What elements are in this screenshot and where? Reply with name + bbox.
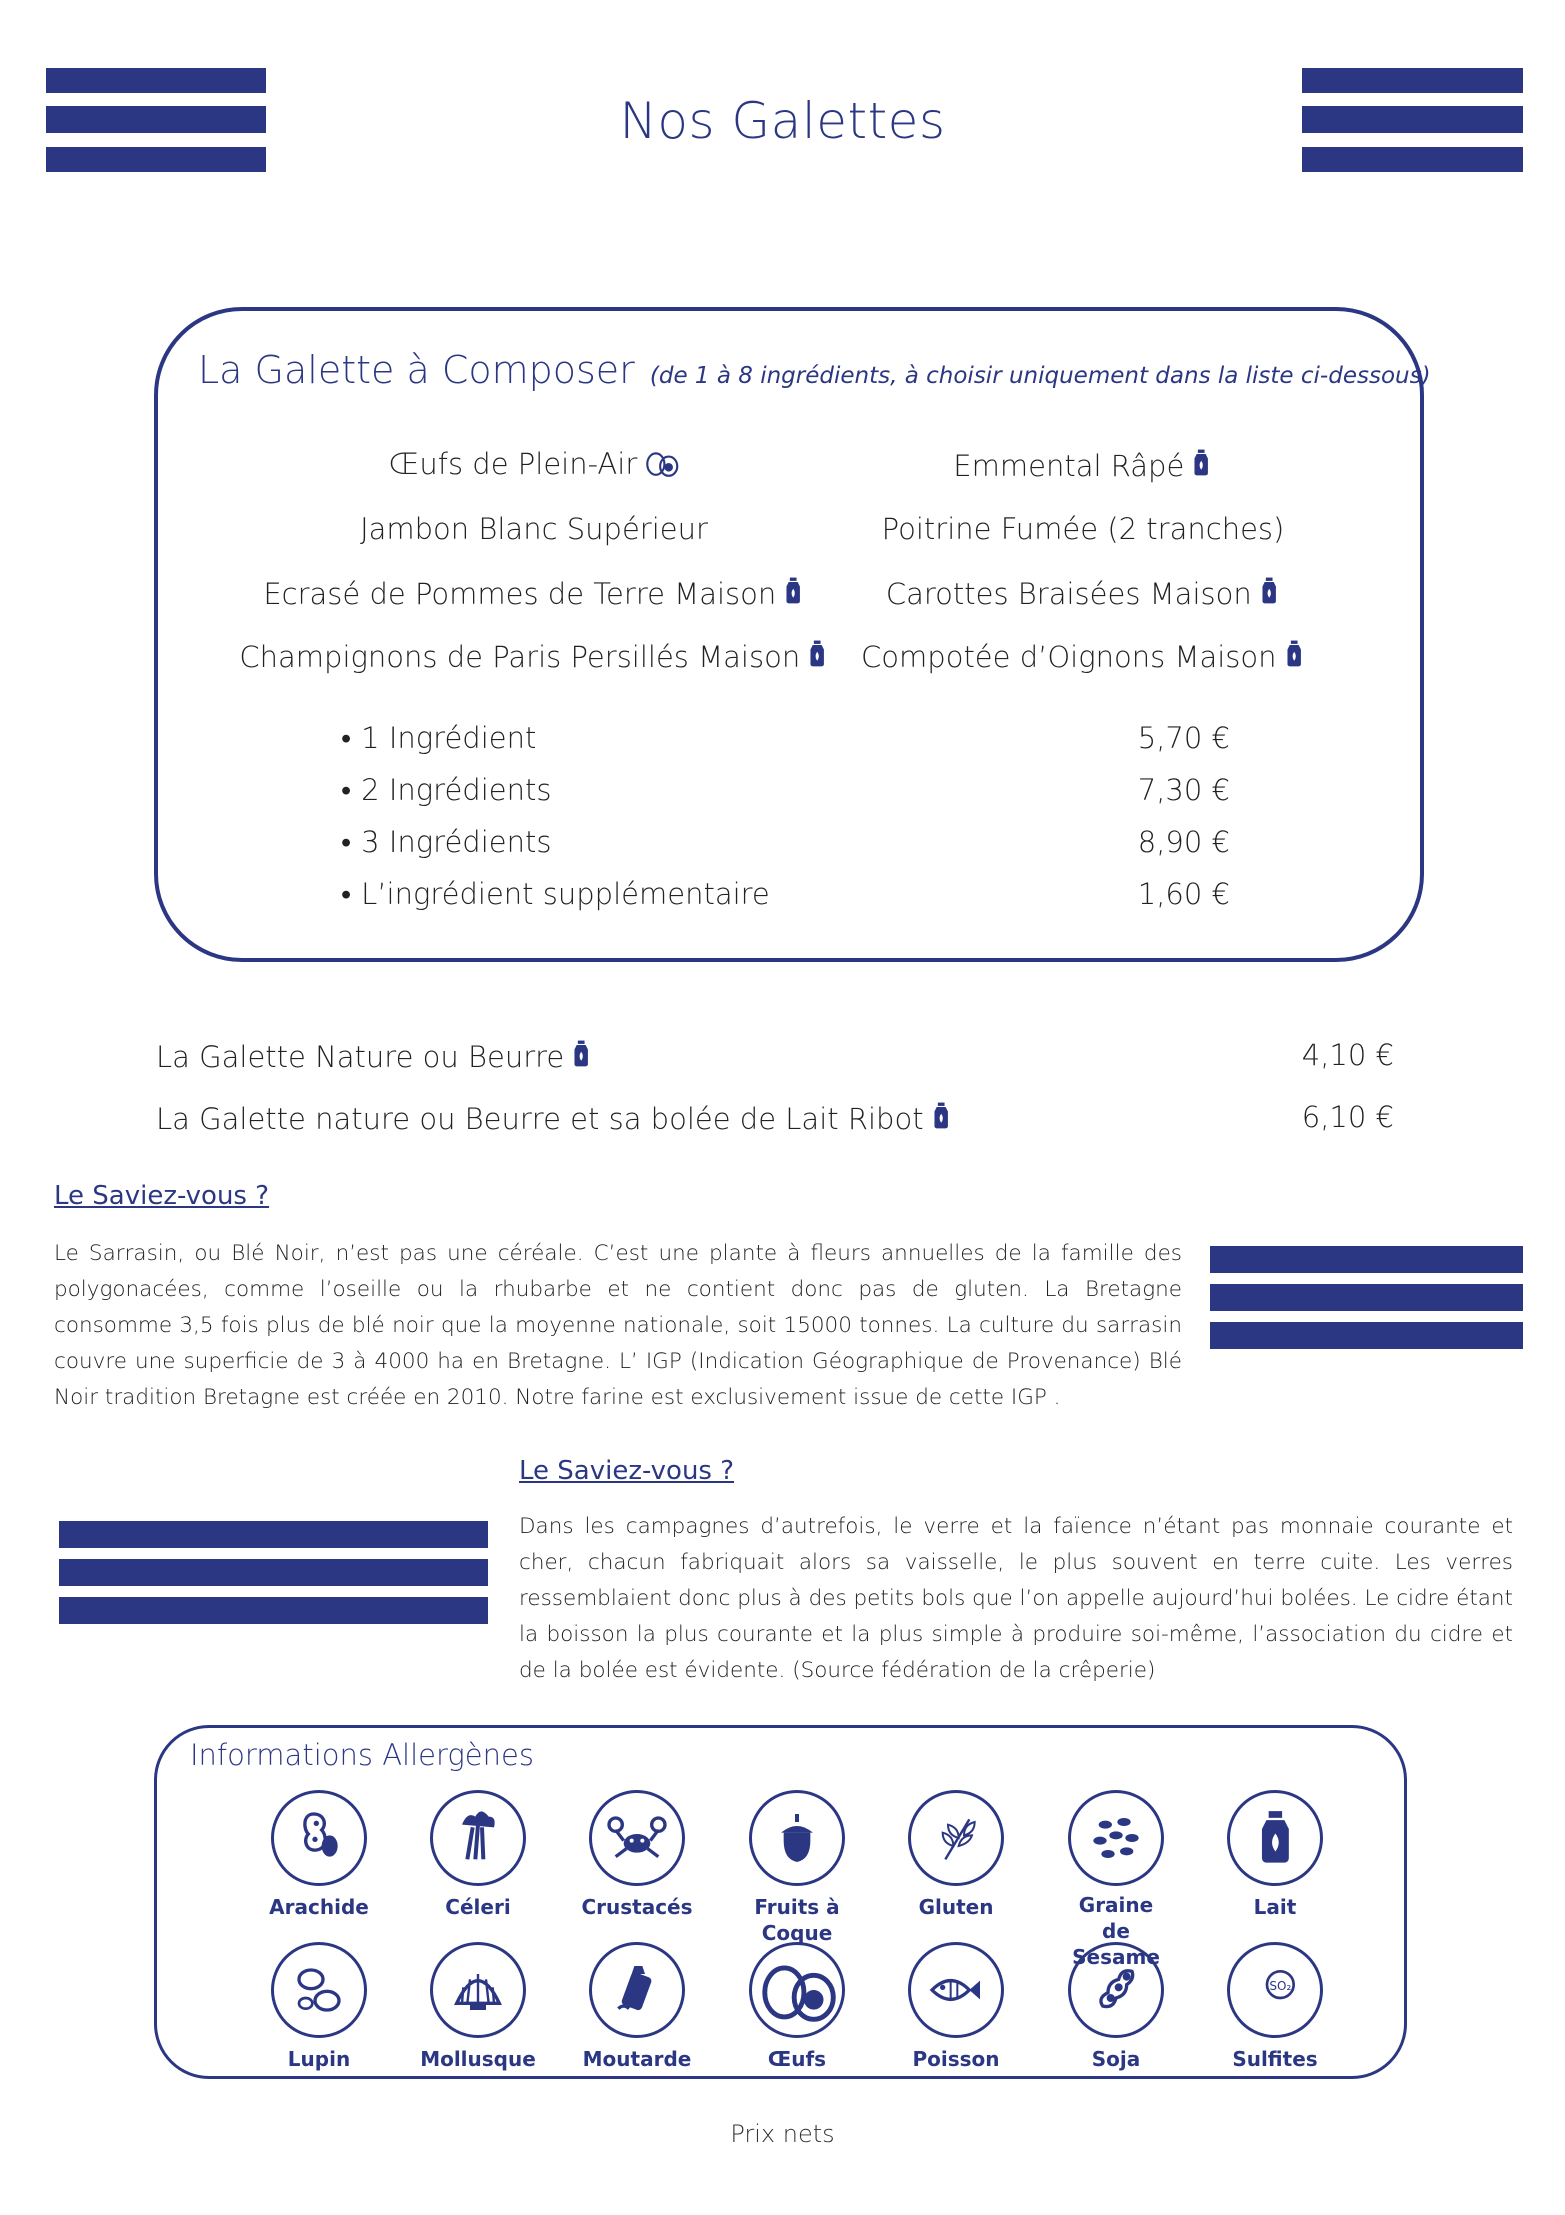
allergen-item [876, 1790, 1036, 1920]
footer-note: Prix nets [730, 2120, 835, 2148]
allergen-title: Informations Allergènes [190, 1738, 534, 1772]
allergen-item [239, 1942, 399, 2072]
ingredient-label: Compotée d’Oignons Maison [861, 640, 1277, 674]
compose-box [154, 307, 1424, 962]
allergen-label: Graine de Sésame [1072, 1893, 1160, 1969]
saviez-text-2: Dans les campagnes d’autrefois, le verre et la faïence n’étant pas monnaie courante et cher, chacun fabriquait alors sa vaisselle, le plus souvent en terre cuite. Les verres ressemblaient donc plus à des petits bols que l’on appelle aujourd’hui bolées. Le cidre étant la boisson la plus courante et la plus simple à produire soi-même, l’association du cidre et de la bolée est évidente. (Source fédération de la crêperie) [519, 1514, 1513, 1683]
allergen-label: Céleri [445, 1895, 511, 1919]
ingredient-label: Champignons de Paris Persillés Maison [239, 640, 801, 674]
compose-title [198, 348, 1431, 392]
soy-icon [1068, 1942, 1164, 2038]
nature-price: 4,10 € [1301, 1038, 1394, 1072]
allergen-item [1036, 1942, 1196, 2072]
allergen-item [876, 1942, 1036, 2072]
milk-bottle-icon [1283, 638, 1305, 677]
crab-icon [589, 1790, 685, 1886]
allergen-label: Œufs [767, 2047, 827, 2071]
ingredient-label: Jambon Blanc Supérieur [360, 512, 708, 546]
allergen-label: Mollusque [420, 2047, 536, 2071]
allergen-item [239, 1790, 399, 1920]
price-option-value: 5,70 € [1137, 721, 1230, 755]
allergen-label: Sulfites [1232, 2047, 1318, 2071]
price-option-value: 7,30 € [1137, 773, 1230, 807]
allergen-item [557, 1942, 717, 2072]
allergen-label: Moutarde [582, 2047, 692, 2071]
svg-text:SO₂: SO₂ [1269, 1979, 1292, 1993]
price-option-value: 1,60 € [1137, 877, 1230, 911]
saviez-heading-2: Le Saviez-vous ? [519, 1456, 735, 1486]
ingredient-label: Poitrine Fumée (2 tranches) [881, 512, 1285, 546]
nature-label: La Galette Nature ou Beurre [156, 1040, 565, 1074]
ingredient-item [733, 447, 1433, 486]
ingredient-label: Carottes Braisées Maison [885, 577, 1252, 611]
stripes-mid-right [1210, 1246, 1523, 1349]
lupin-icon [271, 1942, 367, 2038]
wheat-icon [908, 1790, 1004, 1886]
price-option-label: • 1 Ingrédient [341, 721, 536, 756]
ingredient-item [733, 575, 1433, 614]
fish-icon [908, 1942, 1004, 2038]
allergen-label: Gluten [918, 1895, 994, 1919]
milk-bottle-icon [570, 1038, 592, 1077]
sulfites-icon [1227, 1942, 1323, 2038]
milk-bottle-icon [1227, 1790, 1323, 1886]
price-option-label: • 2 Ingrédients [341, 773, 551, 808]
nature-item [156, 1038, 593, 1077]
shell-icon [430, 1942, 526, 2038]
ingredient-label: Emmental Râpé [953, 449, 1185, 483]
allergen-item [1195, 1942, 1355, 2072]
price-option-label: • 3 Ingrédients [341, 825, 551, 860]
allergen-label: Arachide [269, 1895, 369, 1919]
nature-item [156, 1100, 952, 1139]
ingredient-label: Ecrasé de Pommes de Terre Maison [263, 577, 777, 611]
egg-icon [749, 1942, 845, 2038]
ingredient-item [733, 638, 1433, 677]
egg-icon [643, 449, 679, 484]
saviez-text-1: Le Sarrasin, ou Blé Noir, n’est pas une céréale. C’est une plante à fleurs annuelles de la famille des polygonacées, comme l’oseille ou la rhubarbe et ne contient donc pas de gluten. La Bretagne consomme 3,5 fois plus de blé noir que la moyenne nationale, soit 15000 tonnes. La culture du sarrasin couvre une superficie de 3 à 4000 ha en Bretagne. L’ IGP (Indication Géographique de Provenance) Blé Noir tradition Bretagne est créée en 2010. Notre farine est exclusivement issue de cette IGP . [54, 1241, 1182, 1410]
compose-heading: La Galette à Composer [198, 348, 635, 392]
allergen-label: Lupin [287, 2047, 351, 2071]
allergen-label: Crustacés [581, 1895, 693, 1919]
allergen-label: Fruits à Coque [754, 1895, 840, 1945]
nature-price: 6,10 € [1301, 1100, 1394, 1134]
ingredient-item [733, 512, 1433, 546]
ingredient-label: Œufs de Plein-Air [388, 447, 638, 481]
nature-label: La Galette nature ou Beurre et sa bolée de Lait Ribot [156, 1102, 924, 1136]
sesame-icon [1068, 1790, 1164, 1886]
celery-icon [430, 1790, 526, 1886]
peanut-icon [271, 1790, 367, 1886]
allergen-item [398, 1942, 558, 2072]
compose-subtitle: (de 1 à 8 ingrédients, à choisir uniquement dans la liste ci-dessous) [649, 363, 1431, 389]
saviez-heading-1: Le Saviez-vous ? [54, 1181, 270, 1211]
stripes-mid-left [59, 1521, 488, 1624]
price-option-value: 8,90 € [1137, 825, 1230, 859]
milk-bottle-icon [1190, 447, 1212, 486]
allergen-label: Poisson [912, 2047, 1000, 2071]
allergen-label: Lait [1253, 1895, 1297, 1919]
milk-bottle-icon [930, 1100, 952, 1139]
allergen-item [1195, 1790, 1355, 1920]
acorn-icon [749, 1790, 845, 1886]
mustard-icon [589, 1942, 685, 2038]
milk-bottle-icon [1258, 575, 1280, 614]
allergen-item [398, 1790, 558, 1920]
allergen-item [557, 1790, 717, 1920]
price-option-label: • L’ingrédient supplémentaire [341, 877, 770, 912]
allergen-item [717, 1790, 877, 1946]
allergen-item [717, 1942, 877, 2072]
page-title: Nos Galettes [619, 92, 946, 150]
allergen-label: Soja [1091, 2047, 1141, 2071]
